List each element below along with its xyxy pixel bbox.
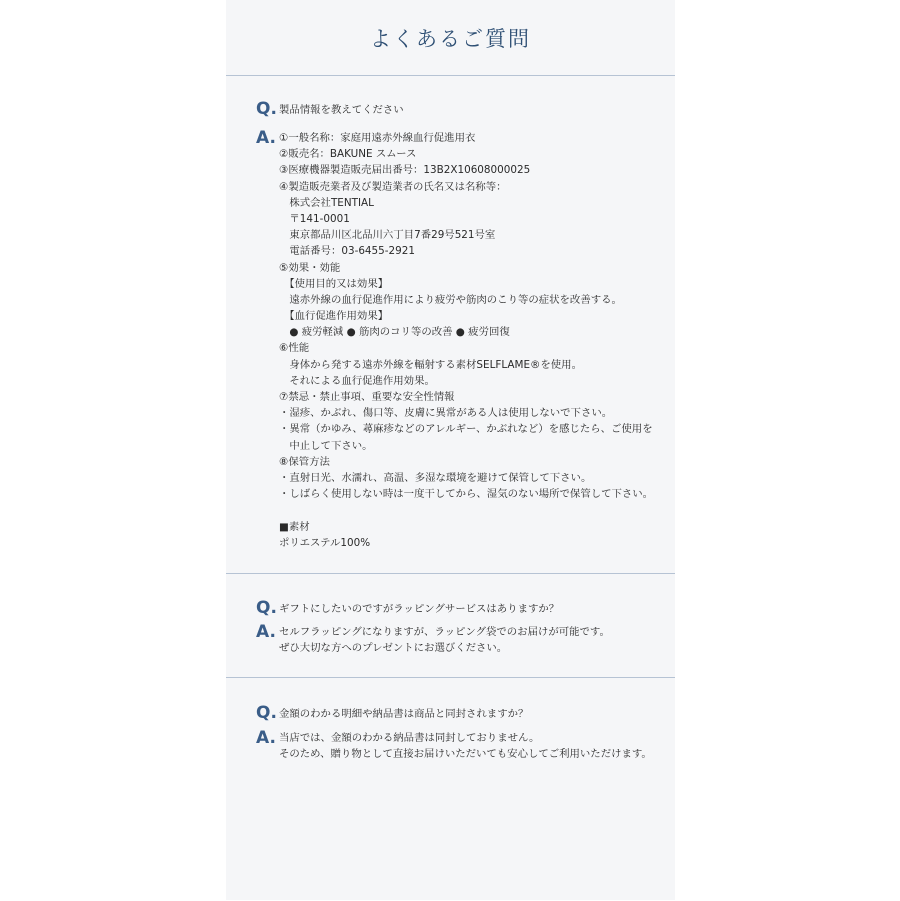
answer-text (279, 624, 610, 656)
answer-text (279, 730, 652, 762)
answer-line: 東京都品川区北品川六丁目7番29号521号室 (279, 229, 496, 242)
answer-line: 遠赤外線の血行促進作用により疲労や筋肉のこり等の症状を改善する。 (279, 293, 622, 306)
answer-line: ⑥性能 (279, 342, 310, 355)
answer-line: 当店では、金額のわかる納品書は同封しておりません。 (279, 732, 540, 744)
answer-line: ・直射日光、水濡れ、高温、多湿な環境を避けて保管して下さい。 (279, 471, 592, 484)
answer-mark-label: A. (256, 728, 276, 748)
faq-item (226, 677, 675, 901)
answer-line: 身体から発する遠赤外線を輻射する素材SELFLAME®を使用。 (279, 358, 582, 371)
answer-line: 中止して下さい。 (279, 439, 373, 452)
page-title: よくあるご質問 (370, 26, 531, 51)
answer-line: 【使用目的又は効果】 (279, 277, 389, 290)
question-mark-label: Q. (256, 598, 277, 618)
faq-item (226, 573, 675, 678)
answer-line: ポリエステル100% (279, 536, 371, 549)
answer-line: ぜひ大切な方へのプレゼントにお選びください。 (279, 642, 508, 655)
question-text: 製品情報を教えてください (279, 104, 404, 116)
answer-line: セルフラッピングになりますが、ラッピング袋でのお届けが可能です。 (279, 626, 610, 638)
answer-line: ・異常（かゆみ、蕁麻疹などのアレルギー、かぶれなど）を感じたら、ご使用を (279, 423, 653, 436)
faq-panel (226, 0, 675, 900)
answer-mark-label: A. (256, 622, 276, 642)
question-text: 金額のわかる明細や納品書は商品と同封されますか？ (279, 708, 529, 720)
question-text: ギフトにしたいのですがラッピングサービスはありますか？ (279, 603, 560, 615)
answer-mark-label: A. (256, 128, 276, 148)
answer-line: ● 疲労軽減 ● 筋肉のコリ等の改善 ● 疲労回復 (279, 326, 510, 339)
answer-line: それによる血行促進作用効果。 (279, 374, 435, 387)
answer-line: ・しばらく使用しない時は一度干してから、湿気のない場所で保管して下さい。 (279, 488, 654, 501)
answer-text (279, 130, 653, 551)
answer-line: 【血行促進作用効果】 (279, 310, 389, 323)
answer-line: ④製造販売業者及び製造業者の氏名又は名称等： (279, 180, 507, 193)
answer-line: ■素材 (279, 520, 310, 533)
faq-header (226, 0, 675, 76)
answer-line: 株式会社TENTIAL (279, 196, 374, 209)
answer-line: ⑧保管方法 (279, 455, 330, 468)
faq-item (226, 76, 675, 573)
answer-line: 〒141-0001 (279, 212, 350, 225)
answer-line: ⑤効果・効能 (279, 261, 341, 274)
answer-line: 電話番号：03-6455-2921 (279, 245, 415, 258)
answer-line: ③医療機器製造販売届出番号：13B2X10608000025 (279, 164, 531, 177)
question-mark-label: Q. (256, 99, 277, 119)
answer-line: そのため、贈り物として直接お届けいただいても安心してご利用いただけます。 (279, 748, 652, 761)
answer-line: ・湿疹、かぶれ、傷口等、皮膚に異常がある人は使用しないで下さい。 (279, 407, 613, 420)
answer-line: ②販売名：BAKUNE スムース (279, 148, 417, 161)
answer-spacer (279, 502, 653, 518)
answer-line: ⑦禁忌・禁止事項、重要な安全性情報 (279, 391, 455, 403)
answer-line: ①一般名称：家庭用遠赤外線血行促進用衣 (279, 132, 476, 144)
question-mark-label: Q. (256, 703, 277, 723)
